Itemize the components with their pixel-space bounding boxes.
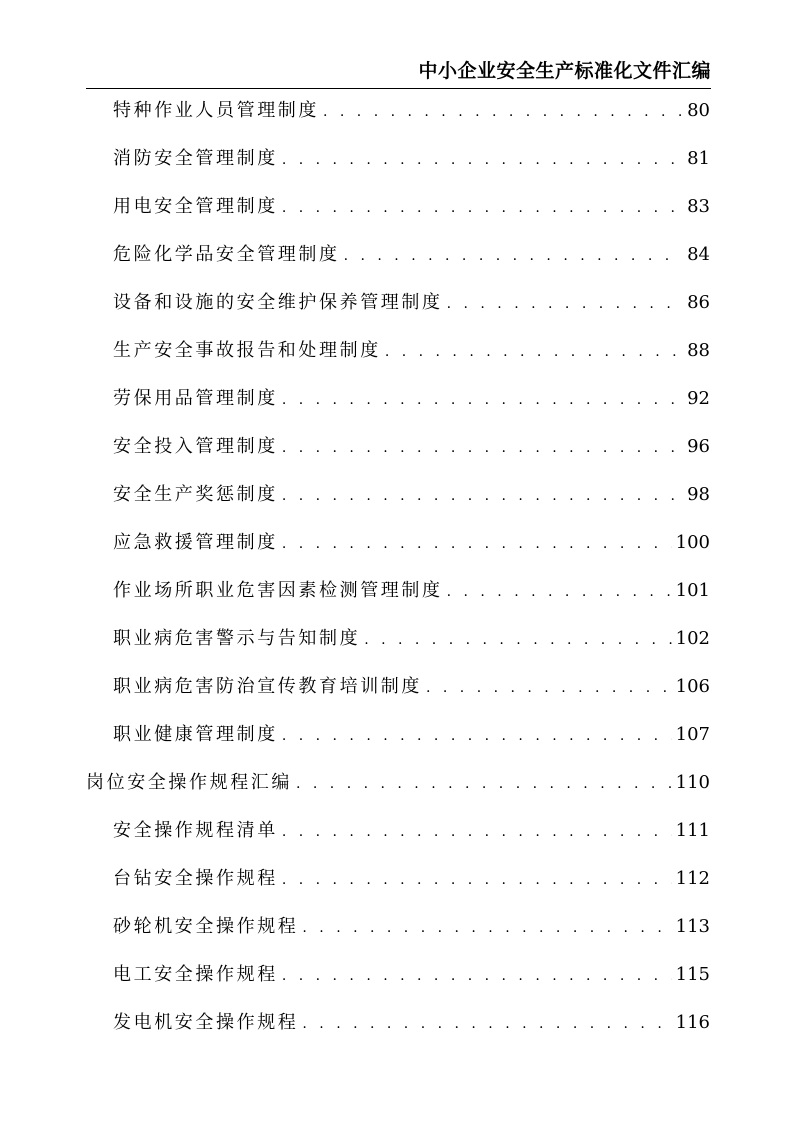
toc-entry-title: 用电安全管理制度 bbox=[113, 196, 278, 217]
toc-dot-leader bbox=[282, 724, 672, 748]
toc-entry-page: 116 bbox=[675, 1012, 710, 1033]
toc-entry[interactable] bbox=[113, 915, 710, 939]
toc-entry[interactable] bbox=[113, 483, 710, 507]
toc-dot-leader bbox=[282, 964, 672, 988]
toc-entry[interactable] bbox=[113, 627, 710, 651]
toc-dot-leader bbox=[282, 436, 683, 460]
toc-entry-page: 112 bbox=[675, 868, 710, 889]
toc-dot-leader bbox=[426, 676, 672, 700]
toc-entry[interactable] bbox=[113, 1011, 710, 1035]
toc-entry[interactable] bbox=[113, 291, 710, 315]
toc-entry-title: 安全投入管理制度 bbox=[113, 436, 278, 457]
toc-entry[interactable] bbox=[113, 387, 710, 411]
toc-dot-leader bbox=[385, 340, 683, 364]
toc-entry-title: 消防安全管理制度 bbox=[113, 148, 278, 169]
toc-dot-leader bbox=[282, 868, 672, 892]
toc-entry-page: 86 bbox=[687, 292, 710, 313]
toc-entry-page: 102 bbox=[675, 628, 710, 649]
toc-entry[interactable] bbox=[113, 339, 710, 363]
toc-entry-title: 危险化学品安全管理制度 bbox=[113, 244, 340, 265]
toc-entry-page: 83 bbox=[687, 196, 710, 217]
toc-dot-leader bbox=[447, 292, 683, 316]
toc-entry-title: 职业病危害警示与告知制度 bbox=[113, 628, 361, 649]
toc-entry-page: 98 bbox=[687, 484, 710, 505]
toc-entry[interactable] bbox=[113, 147, 710, 171]
toc-entry-title: 生产安全事故报告和处理制度 bbox=[113, 340, 381, 361]
toc-entry-page: 113 bbox=[675, 916, 710, 937]
toc-entry-title: 职业病危害防治宣传教育培训制度 bbox=[113, 676, 422, 697]
toc-dot-leader bbox=[282, 148, 683, 172]
toc-entry-title: 岗位安全操作规程汇编 bbox=[86, 772, 292, 793]
toc-entry[interactable] bbox=[113, 99, 710, 123]
toc-dot-leader bbox=[282, 820, 672, 844]
toc-entry-page: 110 bbox=[675, 772, 710, 793]
toc-entry-title: 职业健康管理制度 bbox=[113, 724, 278, 745]
toc-entry-page: 96 bbox=[687, 436, 710, 457]
toc-entry[interactable] bbox=[113, 675, 710, 699]
toc-dot-leader bbox=[302, 1012, 671, 1036]
toc-dot-leader bbox=[447, 580, 672, 604]
toc-entry-title: 应急救援管理制度 bbox=[113, 532, 278, 553]
toc-entry-page: 100 bbox=[675, 532, 710, 553]
toc-entry[interactable] bbox=[113, 435, 710, 459]
toc-entry-title: 安全操作规程清单 bbox=[113, 820, 278, 841]
toc-dot-leader bbox=[344, 244, 683, 268]
toc-dot-leader bbox=[282, 532, 672, 556]
toc-chapter-entry[interactable] bbox=[86, 771, 710, 795]
toc-entry[interactable] bbox=[113, 723, 710, 747]
toc-entry-title: 安全生产奖惩制度 bbox=[113, 484, 278, 505]
toc-entry-page: 81 bbox=[687, 148, 710, 169]
toc-entry-page: 80 bbox=[687, 100, 710, 121]
toc-entry-page: 101 bbox=[675, 580, 710, 601]
toc-entry-page: 92 bbox=[687, 388, 710, 409]
toc-dot-leader bbox=[323, 100, 683, 124]
toc-entry-page: 88 bbox=[687, 340, 710, 361]
toc-entry-page: 107 bbox=[675, 724, 710, 745]
toc-entry-page: 111 bbox=[675, 820, 710, 841]
toc-entry-title: 特种作业人员管理制度 bbox=[113, 100, 319, 121]
toc-entry-title: 设备和设施的安全维护保养管理制度 bbox=[113, 292, 443, 313]
toc-entry[interactable] bbox=[113, 867, 710, 891]
toc-entry-title: 发电机安全操作规程 bbox=[113, 1012, 299, 1033]
toc-dot-leader bbox=[302, 916, 671, 940]
toc-dot-leader bbox=[282, 196, 683, 220]
toc-dot-leader bbox=[296, 772, 672, 796]
toc-entry-page: 84 bbox=[687, 244, 710, 265]
toc-entry-title: 电工安全操作规程 bbox=[113, 964, 278, 985]
toc-entry[interactable] bbox=[113, 579, 710, 603]
toc-entry-page: 115 bbox=[675, 964, 710, 985]
toc-entry-page: 106 bbox=[675, 676, 710, 697]
toc-entry-title: 砂轮机安全操作规程 bbox=[113, 916, 299, 937]
toc-entry[interactable] bbox=[113, 963, 710, 987]
toc-entry[interactable] bbox=[113, 819, 710, 843]
toc-entry[interactable] bbox=[113, 243, 710, 267]
toc-entry-title: 台钻安全操作规程 bbox=[113, 868, 278, 889]
toc-entry[interactable] bbox=[113, 195, 710, 219]
toc-dot-leader bbox=[364, 628, 671, 652]
toc-dot-leader bbox=[282, 484, 683, 508]
document-title: 中小企业安全生产标准化文件汇编 bbox=[418, 60, 711, 82]
toc-entry-title: 劳保用品管理制度 bbox=[113, 388, 278, 409]
toc-entry-title: 作业场所职业危害因素检测管理制度 bbox=[113, 580, 443, 601]
toc-dot-leader bbox=[282, 388, 683, 412]
toc-entry[interactable] bbox=[113, 531, 710, 555]
